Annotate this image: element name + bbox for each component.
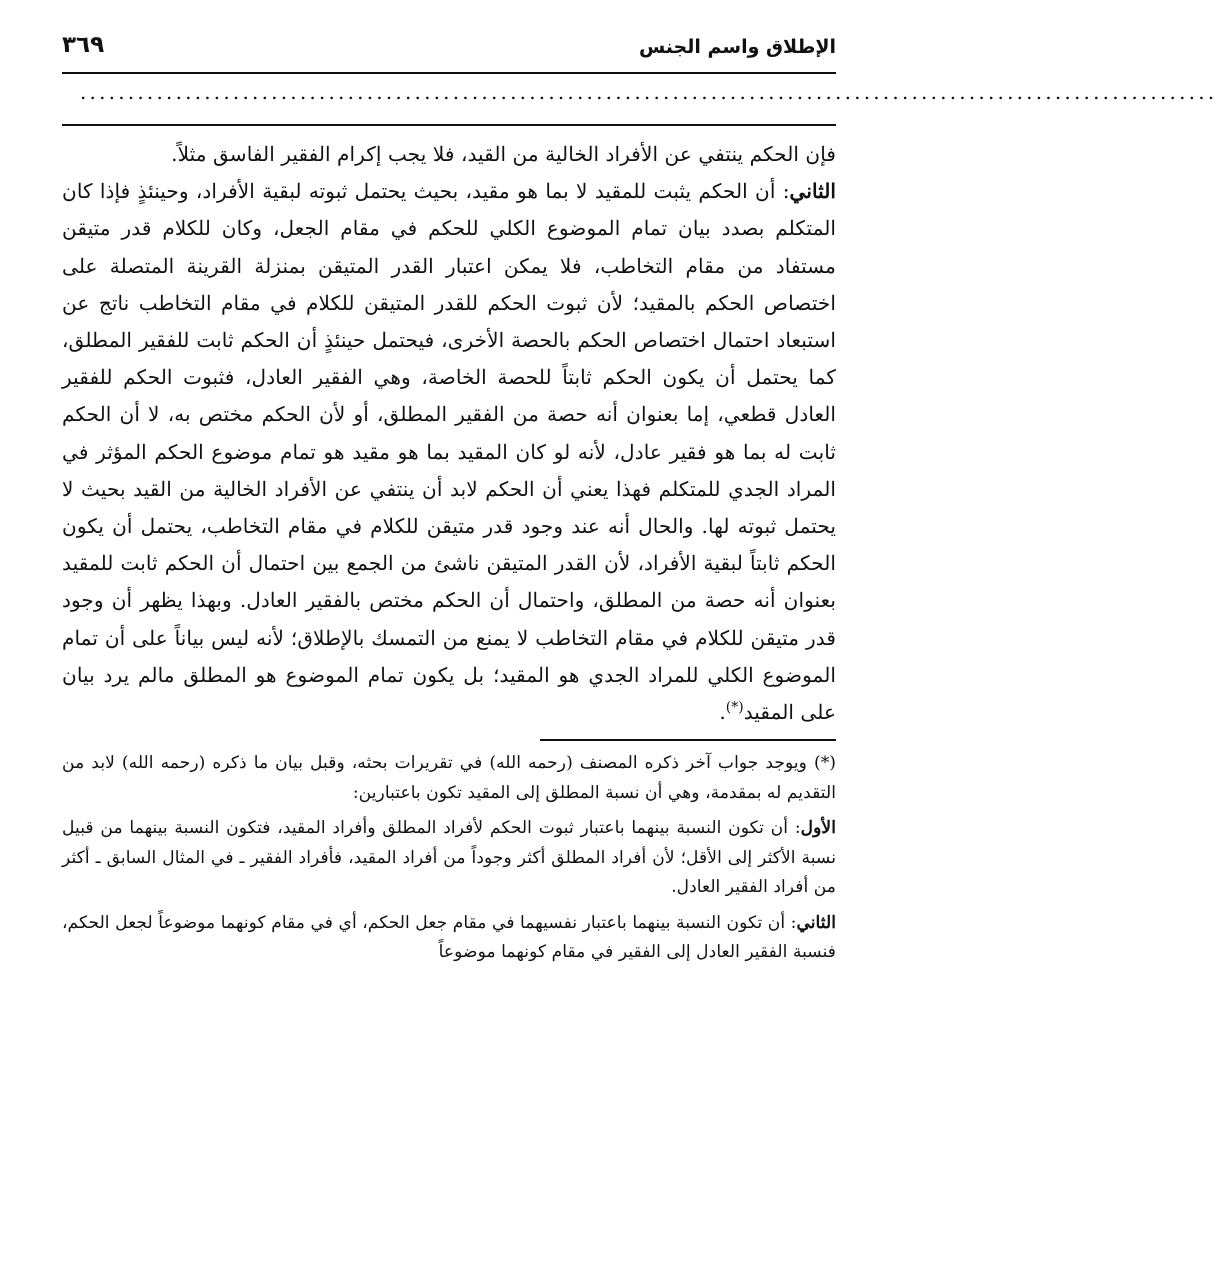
paragraph-lead-second: الثاني bbox=[789, 179, 836, 204]
paragraph-second bbox=[62, 173, 836, 731]
footnote-first bbox=[62, 814, 836, 903]
page-number: ٣٦٩ bbox=[62, 32, 105, 58]
footnote-first-body: : أن تكون النسبة بينهما باعتبار ثبوت الحكم لأفراد المطلق وأفراد المقيد، فتكون النسبة بينهما من قبيل نسبة الأكثر إلى الأقل؛ لأن أفراد المطلق أكثر وجوداً من أفراد المقيد، فأفراد الفقير ـ في المثال السابق ـ أكثر من أفراد الفقير العادل. bbox=[62, 818, 836, 898]
footnotes-section bbox=[62, 749, 836, 968]
paragraph-second-body: : أن الحكم يثبت للمقيد لا بما هو مقيد، بحيث يحتمل ثبوته لبقية الأفراد، وحينئذٍ فإذا كان المتكلم بصدد بيان تمام الموضوع الكلي للحكم في مقام الجعل، وكان للكلام قدر متيقن مستفاد من مقام التخاطب، فلا يمكن اعتبار القدر المتيقن بمنزلة القرينة المتصلة على اختصاص الحكم بالمقيد؛ لأن ثبوت الحكم للقدر المتيقن للكلام في مقام التخاطب ناتج عن استبعاد احتمال اختصاص الحكم بالحصة الأخرى، فيحتمل حينئذٍ أن الحكم ثابت للفقير المطلق، كما يحتمل أن يكون الحكم ثابتاً للحصة الخاصة، وهي الفقير العادل، فثبوت الحكم للفقير العادل قطعي، إما بعنوان أنه حصة من الفقير المطلق، أو لأن الحكم مختص به، لا أن الحكم ثابت له بما هو فقير عادل، لأنه لو كان المقيد بما هو مقيد هو تمام موضوع الحكم المؤثر في المراد الجدي للمتكلم فهذا يعني أن الحكم لابد أن ينتفي عن الأفراد الخالية من القيد بحيث لا يحتمل ثبوته لها. والحال أنه عند وجود قدر متيقن للكلام في مقام التخاطب، يحتمل أن يكون الحكم ثابتاً لبقية الأفراد، لأن القدر المتيقن ناشئ من الجمع بين احتمال أن الحكم ثابت للمقيد بعنوان أنه حصة من المطلق، واحتمال أن الحكم مختص بالفقير العادل. وبهذا يظهر أن وجود قدر متيقن للكلام في مقام التخاطب لا يمنع من التمسك بالإطلاق؛ لأنه ليس بياناً على أن تمام الموضوع الكلي للمراد الجدي هو المقيد؛ بل يكون تمام الموضوع هو المطلق مالم يرد بيان على المقيد bbox=[62, 179, 836, 725]
separator-dots: ....................................................................................................................... bbox=[80, 80, 1217, 104]
dotted-separator bbox=[62, 74, 1217, 126]
main-body bbox=[62, 136, 836, 731]
footnote-lead-second: الثاني bbox=[796, 912, 836, 933]
paragraph-continuation: فإن الحكم ينتفي عن الأفراد الخالية من القيد، فلا يجب إكرام الفقير الفاسق مثلاً. bbox=[171, 142, 836, 166]
footnote-second bbox=[62, 909, 836, 968]
page-header bbox=[62, 28, 836, 74]
footnote-intro: (*) ويوجد جواب آخر ذكره المصنف (رحمه الله) في تقريرات بحثه، وقبل بيان ما ذكره (رحمه الله) لابد من التقديم له بمقدمة، وهي أن نسبة المطلق إلى المقيد تكون باعتبارين: bbox=[62, 753, 836, 803]
footnote-reference: (*) bbox=[725, 699, 744, 716]
footnote-second-body: : أن تكون النسبة بينهما باعتبار نفسيهما في مقام جعل الحكم، أي في مقام كونهما موضوعاً لجعل الحكم، فنسبة الفقير العادل إلى الفقير في مقام كونهما موضوعاً bbox=[62, 912, 836, 963]
footnote-lead-first: الأول bbox=[800, 818, 836, 839]
document-page bbox=[62, 28, 1217, 1268]
footnote-divider bbox=[540, 739, 836, 741]
paragraph-second-end: . bbox=[719, 700, 726, 725]
running-title: الإطلاق واسم الجنس bbox=[638, 36, 836, 58]
